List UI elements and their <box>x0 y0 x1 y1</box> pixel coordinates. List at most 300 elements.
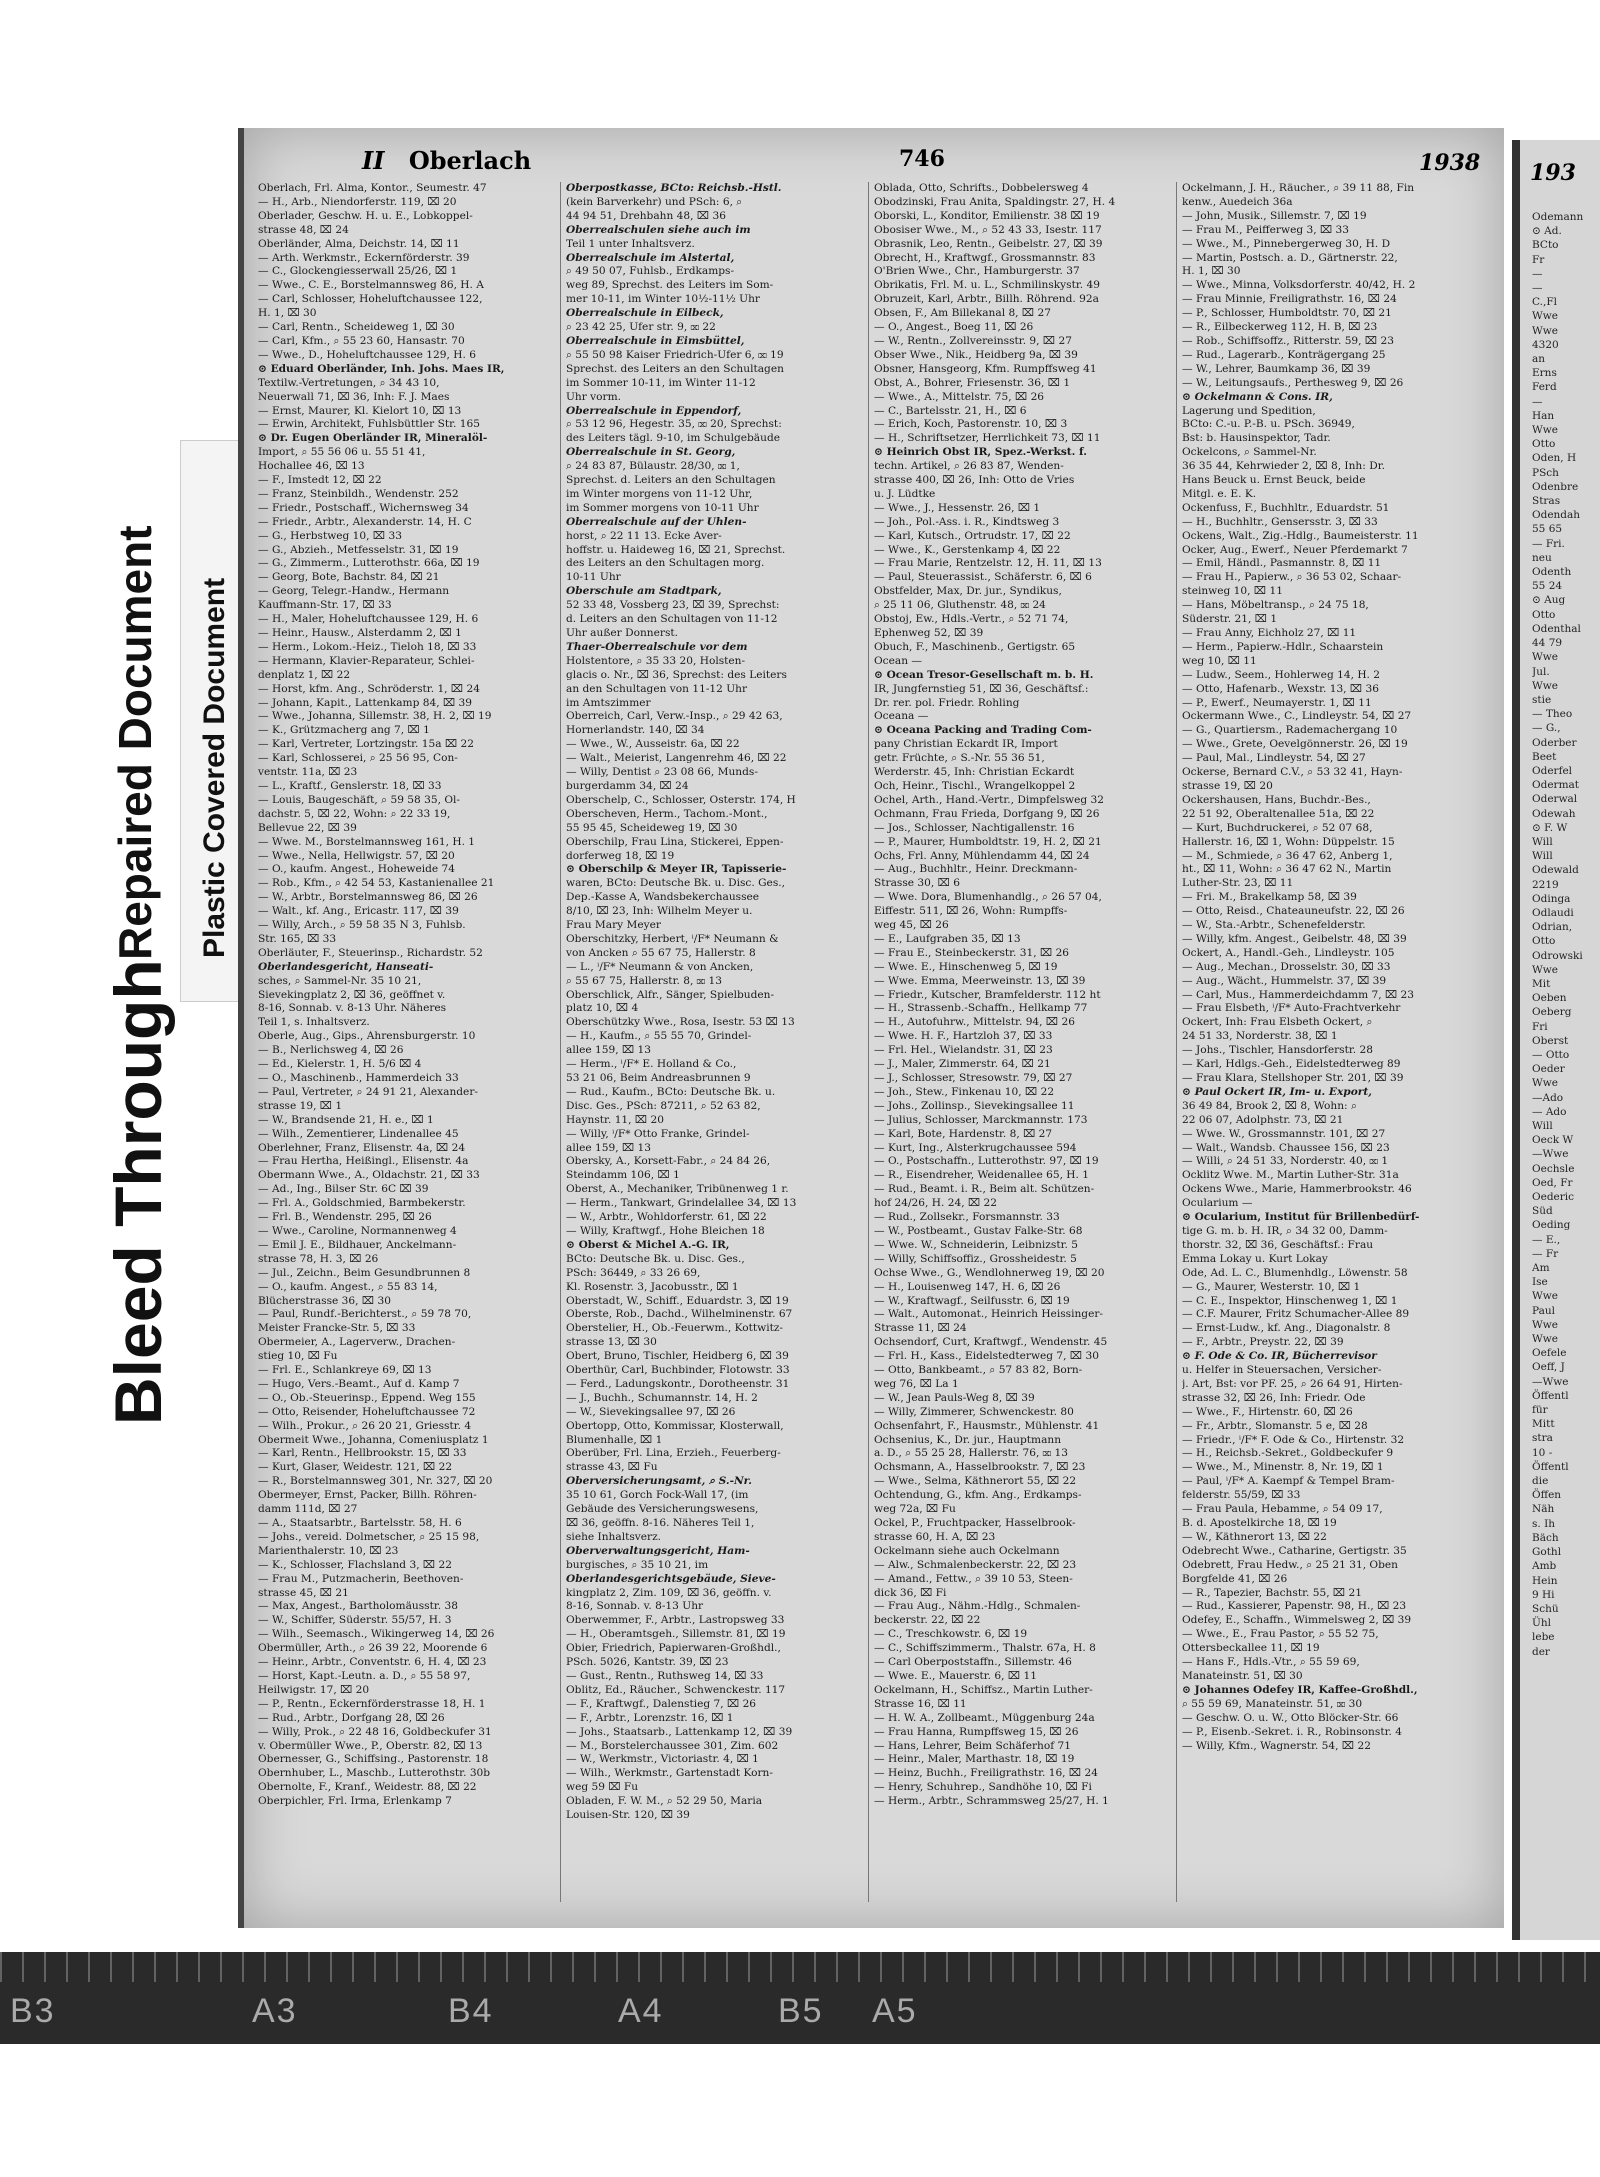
next-page-fragment: Otto <box>1532 935 1556 948</box>
directory-entry: Obermüller, Arth., ⌕ 26 39 22, Moorende 6 <box>258 1642 488 1655</box>
directory-entry: BCto: C.-u. P.-B. u. PSch. 36949, <box>1182 418 1355 431</box>
directory-entry: — P., Rentn., Eckernförderstrasse 18, H. 1 <box>258 1697 486 1710</box>
directory-entry: — Henry, Schuhrep., Sandhöhe 10, ⌧ Fi <box>874 1781 1092 1794</box>
directory-entry: ⊙ F. Ode & Co. IR, Bücherrevisor <box>1182 1350 1377 1363</box>
directory-entry: — Paul, Steuerassist., Schäferstr. 6, ⌧ 6 <box>874 571 1092 584</box>
directory-entry: — Frau M., Peifferweg 3, ⌧ 33 <box>1182 223 1350 236</box>
directory-entry: ⊙ Paul Ockert IR, Im- u. Export, <box>1182 1085 1372 1098</box>
directory-entry: dorferweg 18, ⌧ 19 <box>566 849 675 862</box>
directory-entry: ⊙ Ocean Tresor-Gesellschaft m. b. H. <box>874 668 1094 681</box>
directory-entry: — W., Kraftwagf., Seilfusstr. 6, ⌧ 19 <box>874 1294 1070 1307</box>
directory-entry: — F., Kraftwgf., Dalenstieg 7, ⌧ 26 <box>566 1697 757 1710</box>
directory-entry: strasse 32, ⌧ 26, Inh: Friedr. Ode <box>1182 1391 1366 1404</box>
directory-entry: — Walt., Automonat., Heinrich Heissinger- <box>874 1308 1103 1321</box>
directory-entry: — G., Maurer, Westerstr. 10, ⌧ 1 <box>1182 1280 1361 1293</box>
directory-entry: Oberst, A., Mechaniker, Tribünenweg 1 r. <box>566 1183 789 1196</box>
next-page-fragment: Oeck W <box>1532 1134 1574 1147</box>
directory-entry: — Paul, ⁱ/F* A. Kaempf & Tempel Bram- <box>1182 1475 1395 1488</box>
next-page-fragment: Ise <box>1532 1276 1548 1289</box>
directory-entry: — Frau Elsbeth, ⁱ/F* Auto-Frachtverkehr <box>1182 1002 1401 1015</box>
directory-entry: im Sommer morgens von 10-11 Uhr <box>566 501 759 514</box>
directory-entry: — K., Schlosser, Flachsland 3, ⌧ 22 <box>258 1558 452 1571</box>
entries-column-4 <box>1182 182 1478 1902</box>
directory-entry: — G., Abzieh., Metfesselstr. 31, ⌧ 19 <box>258 543 459 556</box>
next-page-fragment: Jul. <box>1532 665 1550 678</box>
directory-entry: — Wwe., A., Mittelstr. 75, ⌧ 26 <box>874 390 1045 403</box>
directory-entry: — Wwe., Caroline, Normannenweg 4 <box>258 1224 457 1237</box>
directory-entry: Oberthür, Carl, Buchbinder, Flotowstr. 33 <box>566 1364 790 1377</box>
directory-entry: Ockelmann siehe auch Ockelmann <box>874 1544 1060 1557</box>
directory-entry: — Wwe. Emma, Meerweinstr. 13, ⌧ 39 <box>874 974 1086 987</box>
next-page-fragment: Odenth <box>1532 566 1572 579</box>
directory-entry: — Otto, Hafenarb., Wexstr. 13, ⌧ 36 <box>1182 682 1379 695</box>
directory-entry: — Willi, ⌕ 24 51 33, Norderstr. 40, ⌧ 1 <box>1182 1155 1389 1168</box>
directory-entry: Oceana — <box>874 710 929 723</box>
directory-entry: — Ernst, Maurer, Kl. Kielort 10, ⌧ 13 <box>258 404 462 417</box>
directory-entry: — Jos., Schlosser, Nachtigallenstr. 16 <box>874 821 1075 834</box>
directory-entry: Ochsenfahrt, F., Hausmstr., Mühlenstr. 41 <box>874 1419 1100 1432</box>
directory-entry: — Willy, Zimmerer, Schwenckestr. 80 <box>874 1405 1074 1418</box>
next-page-fragment: — Ado <box>1532 1105 1567 1118</box>
directory-entry: Kauffmann-Str. 17, ⌧ 33 <box>258 599 392 612</box>
directory-entry: Obosiser Wwe., M., ⌕ 52 43 33, Isestr. 117 <box>874 223 1102 236</box>
next-page-fragment: BCto <box>1532 239 1559 252</box>
next-page-fragment: Odenbre <box>1532 480 1579 493</box>
directory-entry: Oberrealschule in Eilbeck, <box>566 307 724 320</box>
directory-entry: denplatz 1, ⌧ 22 <box>258 668 351 681</box>
directory-entry: — Wwe., Nella, Hellwigstr. 57, ⌧ 20 <box>258 849 455 862</box>
next-page-fragment: Näh <box>1532 1503 1555 1516</box>
directory-entry: — Aug., Buchhltr., Heinr. Dreckmann- <box>874 863 1078 876</box>
directory-entry: — Otto, Reisender, Hoheluftchaussee 72 <box>258 1405 476 1418</box>
directory-entry: Sprechst. d. Leiters an den Schultagen <box>566 474 776 487</box>
directory-entry: strasse 19, ⌧ 20 <box>1182 779 1273 792</box>
directory-entry: Och, Heinr., Tischl., Wrangelkoppel 2 <box>874 779 1076 792</box>
directory-entry: 8/10, ⌧ 23, Inh: Wilhelm Meyer u. <box>566 905 753 918</box>
directory-entry: — Wwe. M., Borstelmannsweg 161, H. 1 <box>258 835 476 848</box>
directory-entry: Ockelmann, J. H., Räucher., ⌕ 39 11 88, Fin <box>1182 182 1415 194</box>
directory-entry: — Aug., Mechan., Drosselstr. 30, ⌧ 33 <box>1182 960 1391 973</box>
directory-entry: Obuch, F., Maschinenb., Gertigstr. 65 <box>874 640 1076 653</box>
directory-entry: 8-16, Sonnab. v. 8-13 Uhr <box>566 1600 704 1613</box>
directory-entry: — Willy, ⁱ/F* Otto Franke, Grindel- <box>566 1127 750 1140</box>
directory-entry: — H., Louisenweg 147, H. 6, ⌧ 26 <box>874 1280 1061 1293</box>
directory-entry: — Rud., Zollsekr., Forsmannstr. 33 <box>874 1211 1060 1224</box>
directory-entry: — Heinr., Hausw., Alsterdamm 2, ⌧ 1 <box>258 627 462 639</box>
directory-entry: — Fri. M., Brakelkamp 58, ⌧ 39 <box>1182 891 1357 904</box>
next-page-fragment: Oeder <box>1532 1063 1565 1076</box>
directory-entry: Ockermann Wwe., C., Lindleystr. 54, ⌧ 27 <box>1182 710 1412 723</box>
next-page-fragment: 2219 <box>1532 878 1559 891</box>
directory-entry: ht., ⌧ 11, Wohn: ⌕ 36 47 62 N., Martin <box>1182 863 1392 876</box>
directory-entry: beckerstr. 22, ⌧ 22 <box>874 1614 981 1627</box>
directory-entry: getr. Früchte, ⌕ S.-Nr. 55 36 51, <box>874 752 1045 765</box>
directory-entry: Obermeyer, Ernst, Packer, Billh. Röhren- <box>258 1489 477 1502</box>
next-page-fragment: Wwe <box>1532 424 1558 437</box>
directory-entry: Haynstr. 11, ⌧ 20 <box>566 1113 664 1126</box>
directory-entry: Oberle, Aug., Gips., Ahrensburgerstr. 10 <box>258 1030 476 1043</box>
directory-entry: — H., Kaufm., ⌕ 55 55 70, Grindel- <box>566 1030 752 1043</box>
directory-entry: Hallerstr. 16, ⌧ 1, Wohn: Düppelstr. 15 <box>1182 835 1395 848</box>
directory-entry: — Frau E., Steinbeckerstr. 31, ⌧ 26 <box>874 946 1070 959</box>
repaired-document-label: Repaired Document <box>109 525 161 960</box>
directory-entry: Odebrecht Wwe., Catharine, Gertigstr. 35 <box>1182 1544 1407 1557</box>
directory-entry: — Rud., Kassierer, Papenstr. 98, H., ⌧ 23 <box>1182 1600 1407 1613</box>
directory-entry: — G., Herbstweg 10, ⌧ 33 <box>258 529 402 542</box>
directory-entry: mer 10-11, im Winter 10½-11½ Uhr <box>566 293 760 306</box>
next-page-fragment: Am <box>1532 1262 1550 1275</box>
directory-entry: Ochsmann, A., Hasselbrookstr. 7, ⌧ 23 <box>874 1461 1086 1474</box>
directory-entry: — O., kaufm. Angest., Hoheweide 74 <box>258 863 456 876</box>
next-page-fragment: Oed, Fr <box>1532 1176 1573 1189</box>
directory-entry: — Martin, Postsch. a. D., Gärtnerstr. 22, <box>1182 251 1398 264</box>
directory-entry: Thaer-Oberrealschule vor dem <box>566 640 748 653</box>
directory-entry: Oberschule am Stadtpark, <box>566 585 722 598</box>
next-page-fragment: Oeben <box>1532 992 1567 1005</box>
directory-entry: — Willy, Prok., ⌕ 22 48 16, Goldbeckufer 31 <box>258 1725 492 1738</box>
next-page-fragment: 55 65 <box>1532 523 1563 536</box>
directory-entry: Neuerwall 71, ⌧ 36, Inh: F. J. Maes <box>258 390 450 403</box>
next-page-fragment: Oeff, J <box>1532 1361 1565 1374</box>
directory-entry: — Frau Aug., Nähm.-Hdlg., Schmalen- <box>874 1600 1081 1613</box>
directory-entry: — H., Arb., Niendorferstr. 119, ⌧ 20 <box>258 195 457 208</box>
directory-entry: — Friedr., ⁱ/F* F. Ode & Co., Hirtenstr. 32 <box>1182 1433 1405 1446</box>
directory-entry: — P., Maurer, Humboldtstr. 19, H. 2, ⌧ 21 <box>874 835 1102 848</box>
directory-entry: — L., Kraftf., Genslerstr. 18, ⌧ 33 <box>258 779 442 792</box>
directory-entry: — Heinr., Maler, Marthastr. 18, ⌧ 19 <box>874 1753 1075 1766</box>
directory-entry: — Willy, Kfm., Wagnerstr. 54, ⌧ 22 <box>1182 1739 1371 1752</box>
directory-entry: waren, BCto: Deutsche Bk. u. Disc. Ges., <box>566 877 785 890</box>
directory-entry: Sprechst. des Leiters an den Schultagen <box>566 362 784 375</box>
directory-entry: — H., Autofuhrw., Mittelstr. 94, ⌧ 26 <box>874 1016 1075 1029</box>
next-page-fragment: stie <box>1532 693 1552 706</box>
directory-entry: PSch: 36449, ⌕ 33 26 69, <box>566 1266 701 1279</box>
next-page-fragment: Oden, H <box>1532 452 1577 465</box>
directory-entry: — Julius, Schlosser, Marckmannstr. 173 <box>874 1113 1088 1126</box>
directory-entry: allee 159, ⌧ 13 <box>566 1044 652 1057</box>
directory-entry: — W., Werkmstr., Victoriastr. 4, ⌧ 1 <box>566 1753 759 1766</box>
directory-entry: Bst: b. Hausinspektor, Tadr. <box>1182 432 1331 445</box>
next-page-fragment: — Otto <box>1532 1048 1570 1061</box>
next-page-fragment: Hein <box>1532 1574 1558 1587</box>
directory-entry: Oberrealschulen siehe auch im <box>566 223 751 236</box>
directory-entry: — Otto, Bankbeamt., ⌕ 57 83 82, Born- <box>874 1364 1083 1377</box>
directory-entry: — C. E., Inspektor, Hinschenweg 1, ⌧ 1 <box>1182 1294 1398 1307</box>
directory-entry: — W., Arbtr., Borstelmannsweg 86, ⌧ 26 <box>258 891 478 904</box>
directory-entry: Ockens, Walt., Zig.-Hdlg., Baumeisterstr. 11 <box>1182 529 1419 542</box>
directory-entry: — H., Oberamtsgeh., Sillemstr. 81, ⌧ 19 <box>566 1628 786 1641</box>
next-page-fragment: Beet <box>1532 750 1557 763</box>
directory-entry: ⌕ 23 42 25, Ufer str. 9, ⌧ 22 <box>566 321 716 334</box>
directory-entry: — G., Quartiersm., Rademachergang 10 <box>1182 724 1398 737</box>
next-page-fragment: die <box>1532 1475 1549 1488</box>
directory-entry: u. J. Lüdtke <box>874 487 936 500</box>
next-page-fragment: Wwe <box>1532 651 1558 664</box>
directory-entry: im Winter morgens von 11-12 Uhr, <box>566 487 753 500</box>
directory-entry: — Walt., Meierist, Langenrehm 46, ⌧ 22 <box>566 752 787 765</box>
directory-entry: — Johs., Tischler, Hansdorferstr. 28 <box>1182 1044 1373 1057</box>
directory-entry: Oberlehner, Franz, Elisenstr. 4a, ⌧ 24 <box>258 1141 466 1154</box>
directory-entry: — Willy, Arch., ⌕ 59 58 35 N 3, Fuhlsb. <box>258 919 466 932</box>
directory-entry: — Erich, Koch, Pastorenstr. 10, ⌧ 3 <box>874 418 1068 431</box>
directory-entry: — Rud., Beamt. i. R., Beim alt. Schützen- <box>874 1183 1095 1196</box>
directory-entry: — Wwe. W., Grossmannstr. 101, ⌧ 27 <box>1182 1127 1386 1140</box>
next-page-fragment: Paul <box>1532 1304 1555 1317</box>
directory-entry: Hornerlandstr. 140, ⌧ 34 <box>566 724 705 737</box>
directory-entry: — G., Zimmerm., Lutterothstr. 66a, ⌧ 19 <box>258 557 480 570</box>
directory-entry: Ocker, Aug., Ewerf., Neuer Pferdemarkt 7 <box>1182 543 1408 556</box>
directory-entry: im Amtszimmer <box>566 696 651 709</box>
directory-entry: Obsen, F., Am Billekanal 8, ⌧ 27 <box>874 307 1051 320</box>
directory-entry: — C., Glockengiesserwall 25/26, ⌧ 1 <box>258 265 458 278</box>
next-page-fragment: Oderfel <box>1532 764 1573 777</box>
directory-entry: — C., Treschkowstr. 6, ⌧ 19 <box>874 1628 1028 1641</box>
directory-entry: Ockelcons, ⌕ Sammel-Nr. <box>1182 446 1317 459</box>
directory-entry: — Ad., Ing., Bilser Str. 6C ⌧ 39 <box>258 1183 429 1196</box>
next-page-fragment: Odrowski <box>1532 949 1583 962</box>
next-page-fragment: Odermat <box>1532 779 1579 792</box>
next-page-fragment: Odewah <box>1532 807 1576 820</box>
directory-entry: — Rud., Arbtr., Dorfgang 28, ⌧ 26 <box>258 1711 445 1724</box>
directory-entry: O'Brien Wwe., Chr., Hamburgerstr. 37 <box>874 265 1080 278</box>
directory-entry: burgisches, ⌕ 35 10 21, im <box>566 1558 709 1571</box>
directory-entry: 53 21 06, Beim Andreasbrunnen 9 <box>566 1072 751 1084</box>
directory-entry: — Karl, Rentn., Hellbrookstr. 15, ⌧ 33 <box>258 1447 467 1460</box>
next-page-fragment: Wwe <box>1532 1333 1558 1346</box>
next-page-fragment: —Ado <box>1532 1091 1564 1104</box>
directory-entry: — P., Ewerf., Neumayerstr. 1, ⌧ 11 <box>1182 696 1372 709</box>
directory-entry: — W., Jean Pauls-Weg 8, ⌧ 39 <box>874 1391 1035 1404</box>
directory-entry: — W., Leitungsaufs., Perthesweg 9, ⌧ 26 <box>1182 376 1404 389</box>
directory-entry: — Wwe. W., Schneiderin, Leibnizstr. 5 <box>874 1238 1078 1251</box>
directory-entry: d. Leiters an den Schultagen von 11-12 <box>566 613 778 626</box>
directory-entry: — Wwe. H. F., Hartzloh 37, ⌧ 33 <box>874 1030 1053 1043</box>
directory-entry: 24 51 33, Norderstr. 38, ⌧ 1 <box>1182 1030 1338 1043</box>
next-page-edge <box>1512 140 1600 1940</box>
directory-entry: Blumenhalle, ⌧ 1 <box>566 1433 663 1446</box>
ruler-label: A4 <box>618 1992 664 2030</box>
directory-entry: Obsner, Hansgeorg, Kfm. Rumpffsweg 41 <box>874 362 1097 375</box>
next-page-fragment: Öffen <box>1532 1489 1562 1502</box>
directory-entry: — John, Musik., Sillemstr. 7, ⌧ 19 <box>1182 209 1367 222</box>
directory-entry: — Frl. H., Kass., Eidelstedterweg 7, ⌧ 30 <box>874 1350 1099 1363</box>
directory-entry: — Wwe., J., Hessenstr. 26, ⌧ 1 <box>874 501 1041 514</box>
next-page-fragment: s. Ih <box>1532 1517 1555 1530</box>
directory-entry: — Frau Hanna, Rumpffsweg 15, ⌧ 26 <box>874 1725 1079 1738</box>
next-page-fragment: ⊙ Ad. <box>1532 225 1562 238</box>
header-surname: Oberlach <box>408 146 532 175</box>
directory-entry: Str. 165, ⌧ 33 <box>258 932 337 945</box>
directory-entry: — Rud., Kaufm., BCto: Deutsche Bk. u. <box>566 1085 776 1098</box>
directory-entry: Oberpostkasse, BCto: Reichsb.-Hstl. <box>566 182 782 194</box>
directory-entry: — A., Staatsarbtr., Bartelsstr. 58, H. 6 <box>258 1517 462 1529</box>
directory-entry: Obernesser, G., Schiffsing., Pastorenstr. 18 <box>258 1753 489 1766</box>
directory-entry: kingplatz 2, Zim. 109, ⌧ 36, geöffn. v. <box>566 1586 772 1599</box>
directory-entry: Obermeit Wwe., Johanna, Comeniusplatz 1 <box>258 1433 489 1446</box>
directory-entry: — W., Lehrer, Baumkamp 36, ⌧ 39 <box>1182 362 1371 375</box>
directory-entry: — Frau Minnie, Freiligrathstr. 16, ⌧ 24 <box>1182 293 1397 306</box>
directory-entry: Oborski, L., Konditor, Emilienstr. 38 ⌧ 19 <box>874 209 1100 222</box>
directory-entry: Oberrealschule in Eppendorf, <box>566 404 742 417</box>
directory-entry: Oberwemmer, F., Arbtr., Lastropsweg 33 <box>566 1614 785 1627</box>
directory-entry: dick 36, ⌧ Fi <box>874 1586 947 1599</box>
directory-entry: — Friedr., Kutscher, Bramfelderstr. 112 ht <box>874 988 1101 1001</box>
directory-entry: Oberstelier, H., Ob.-Feuerwm., Kottwitz- <box>566 1322 784 1335</box>
ruler-ticks <box>0 1952 1600 1982</box>
directory-entry: weg 89, Sprechst. des Leiters im Som- <box>566 279 774 292</box>
directory-entry: PSch. 5026, Kantstr. 39, ⌧ 23 <box>566 1656 729 1669</box>
directory-entry: — Willy, Schiffsoffiz., Grossheidestr. 5 <box>874 1252 1077 1265</box>
ruler-label: B3 <box>10 1992 56 2030</box>
next-page-fragment: Oefele <box>1532 1347 1567 1360</box>
directory-entry: — Wilh., Zementierer, Lindenallee 45 <box>258 1127 459 1140</box>
next-page-fragment: Stras <box>1532 495 1561 508</box>
directory-entry: — R., Borstelmannsweg 301, Nr. 327, ⌧ 20 <box>258 1475 493 1488</box>
column-divider <box>868 182 869 1902</box>
directory-entry: — P., Schlosser, Humboldtstr. 70, ⌧ 21 <box>1182 307 1392 320</box>
directory-entry: — Paul, Mal., Lindleystr. 54, ⌧ 27 <box>1182 752 1366 765</box>
directory-entry: — Wwe., M., Pinnebergerweg 30, H. D <box>1182 237 1391 250</box>
directory-entry: — Kurt, Glaser, Weidestr. 121, ⌧ 22 <box>258 1461 453 1474</box>
directory-entry: 44 94 51, Drehbahn 48, ⌧ 36 <box>566 209 726 222</box>
directory-entry: — Emil, Händl., Pasmannstr. 8, ⌧ 11 <box>1182 557 1382 570</box>
next-page-fragment: 44 79 <box>1532 637 1563 650</box>
directory-entry: — F., Arbtr., Preystr. 22, ⌧ 39 <box>1182 1336 1344 1349</box>
directory-entry: — O., Angest., Boeg 11, ⌧ 26 <box>874 321 1034 334</box>
directory-entry: — Ludw., Seem., Hohlerweg 14, H. 2 <box>1182 668 1381 681</box>
directory-entry: H. 1, ⌧ 30 <box>1182 265 1241 278</box>
directory-entry: ventstr. 11a, ⌧ 23 <box>258 766 358 779</box>
directory-entry: — W., Sta.-Arbtr., Schenefelderstr. <box>1182 919 1366 932</box>
directory-entry: Hans Beuck u. Ernst Beuck, beide <box>1182 474 1366 487</box>
directory-entry: — E., Laufgraben 35, ⌧ 13 <box>874 932 1021 945</box>
next-page-fragment: Fr <box>1532 253 1545 266</box>
next-page-fragment: Wwe <box>1532 324 1558 337</box>
directory-entry: — Wilh., Seemasch., Wikingerweg 14, ⌧ 26 <box>258 1628 495 1641</box>
directory-entry: — Georg, Telegr.-Handw., Hermann <box>258 585 450 598</box>
directory-entry: ⊙ Eduard Oberländer, Inh. Johs. Maes IR, <box>258 362 505 375</box>
directory-entry: — Karl, Hdlgs.-Geh., Eidelstedterweg 89 <box>1182 1058 1401 1071</box>
directory-entry: weg 76, ⌧ La 1 <box>874 1377 959 1390</box>
directory-entry: — Heinr., Arbtr., Conventstr. 6, H. 4, ⌧ 23 <box>258 1656 487 1669</box>
directory-entry: BCto: Deutsche Bk. u. Disc. Ges., <box>566 1252 745 1265</box>
next-page-fragment: — E., <box>1532 1233 1561 1246</box>
next-page-fragment: Otto <box>1532 438 1556 451</box>
directory-entry: — J., Schlosser, Stresowstr. 79, ⌧ 27 <box>874 1072 1073 1084</box>
directory-entry: Oblitz, Ed., Räucher., Schwenckestr. 117 <box>566 1683 786 1696</box>
next-page-fragment: der <box>1532 1645 1550 1658</box>
next-page-fragment: Süd <box>1532 1205 1553 1218</box>
directory-entry: Ockershausen, Hans, Buchdr.-Bes., <box>1182 793 1371 806</box>
directory-entry: Obrasnik, Leo, Rentn., Geibelstr. 27, ⌧ 39 <box>874 237 1103 250</box>
directory-entry: Ockens Wwe., Marie, Hammerbrookstr. 46 <box>1182 1183 1412 1196</box>
directory-entry: — M., Schmiede, ⌕ 36 47 62, Anberg 1, <box>1182 849 1393 862</box>
directory-entry: Oberpichler, Frl. Irma, Erlenkamp 7 <box>258 1795 452 1808</box>
directory-entry: weg 10, ⌧ 11 <box>1182 654 1257 667</box>
directory-entry: Obstoj, Ew., Hdls.-Vertr., ⌕ 52 71 74, <box>874 613 1069 626</box>
directory-entry: ⌧ 36, geöffn. 8-16. Näheres Teil 1, <box>566 1517 755 1529</box>
bleed-through-label: Bleed Through <box>101 959 175 1425</box>
directory-entry: im Sommer 10-11, im Winter 11-12 <box>566 376 756 389</box>
directory-entry: Obermann Wwe., A., Oldachstr. 21, ⌧ 33 <box>258 1169 480 1182</box>
directory-entry: Ockerse, Bernard C.V., ⌕ 53 32 41, Hayn- <box>1182 766 1403 779</box>
directory-entry: Oberschelp, C., Schlosser, Osterstr. 174, H <box>566 793 796 806</box>
directory-entry: — Herm., Arbtr., Schrammsweg 25/27, H. 1 <box>874 1795 1109 1808</box>
directory-entry: — C.F. Maurer, Fritz Schumacher-Allee 89 <box>1182 1308 1410 1321</box>
directory-entry: — Herm., ⁱ/F* E. Holland & Co., <box>566 1058 737 1071</box>
volume-numeral: II <box>362 146 385 175</box>
next-page-fragment: Erns <box>1532 367 1557 380</box>
directory-entry: — W., Sievekingsallee 97, ⌧ 26 <box>566 1405 736 1418</box>
directory-entry: strasse 13, ⌧ 30 <box>566 1336 657 1349</box>
directory-entry: ⌕ 25 11 06, Gluthenstr. 48, ⌧ 24 <box>874 599 1046 612</box>
directory-entry: — O., kaufm. Angest., ⌕ 55 83 14, <box>258 1280 438 1293</box>
directory-entry: 55 95 45, Scheideweg 19, ⌧ 30 <box>566 821 738 834</box>
directory-entry: Oberlandesgericht, Hanseati- <box>258 960 434 973</box>
directory-entry: 36 49 84, Brook 2, ⌧ 8, Wohn: ⌕ <box>1182 1099 1357 1112</box>
directory-entry: dachstr. 5, ⌧ 22, Wohn: ⌕ 22 33 19, <box>258 807 451 820</box>
directory-entry: — Ferd., Ladungskontr., Dorotheenstr. 31 <box>566 1377 790 1390</box>
directory-entry: — Frau Marie, Rentzelstr. 12, H. 11, ⌧ 13 <box>874 557 1102 570</box>
directory-entry: tige G. m. b. H. IR, ⌕ 34 32 00, Damm- <box>1182 1224 1388 1237</box>
directory-entry: kenw., Auedeich 36a <box>1182 195 1293 208</box>
directory-entry: ⊙ Ockelmann & Cons. IR, <box>1182 390 1333 403</box>
directory-entry: 10-11 Uhr <box>566 571 621 584</box>
directory-entry: Meister Francke-Str. 5, ⌧ 33 <box>258 1322 416 1335</box>
directory-entry: — C., Schiffszimmerm., Thalstr. 67a, H. 8 <box>874 1642 1096 1655</box>
directory-entry: — Johs., Zollinsp., Sievekingsallee 11 <box>874 1099 1075 1112</box>
directory-entry: Oberscheven, Herm., Tachom.-Mont., <box>566 807 768 820</box>
directory-entry: Heilwigstr. 17, ⌧ 20 <box>258 1683 370 1696</box>
directory-entry: strasse 400, ⌧ 26, Inh: Otto de Vries <box>874 474 1075 487</box>
directory-entry: — Johs., Staatsarb., Lattenkamp 12, ⌧ 39 <box>566 1725 793 1738</box>
directory-entry: Ottersbeckallee 11, ⌧ 19 <box>1182 1642 1320 1655</box>
directory-entry: — Franz, Steinbildh., Wendenstr. 252 <box>258 487 459 500</box>
directory-entry: Süderstr. 21, ⌧ 1 <box>1182 613 1278 626</box>
directory-entry: Obodzinski, Frau Anita, Spaldingstr. 27, H. 4 <box>874 195 1116 208</box>
next-page-fragment: Wwe <box>1532 1077 1558 1090</box>
next-page-fragment: Öffentl <box>1532 1460 1569 1473</box>
directory-entry: Ocean — <box>874 654 922 667</box>
directory-entry: Ockelmann, H., Schiffsz., Martin Luther- <box>874 1683 1093 1696</box>
entries-column-3 <box>874 182 1170 1902</box>
directory-entry: Oberüber, Frl. Lina, Erzieh., Feuerberg- <box>566 1447 781 1460</box>
directory-entry: Teil 1 unter Inhaltsverz. <box>566 237 695 250</box>
directory-entry: ⌕ 24 83 87, Bülaustr. 28/30, ⌧ 1, <box>566 460 740 473</box>
next-page-fragment: neu <box>1532 551 1552 564</box>
directory-entry: — Fr., Arbtr., Slomanstr. 5 e, ⌧ 28 <box>1182 1419 1368 1432</box>
directory-entry: Ochsenius, K., Dr. jur., Hauptmann <box>874 1433 1062 1446</box>
directory-entry: — Friedr., Arbtr., Alexanderstr. 14, H. C <box>258 515 472 528</box>
directory-entry: — Friedr., Postschaff., Wichernsweg 34 <box>258 501 469 514</box>
directory-entry: Obernhuber, L., Maschb., Lutterothstr. 30b <box>258 1767 491 1780</box>
directory-entry: — Joh., Pol.-Ass. i. R., Kindtsweg 3 <box>874 515 1060 528</box>
directory-entry: Odebrett, Frau Hedw., ⌕ 25 21 31, Oben <box>1182 1558 1398 1571</box>
directory-entry: strasse 19, ⌧ 1 <box>258 1099 343 1112</box>
directory-entry: — Carl, Schlosser, Hoheluftchaussee 122, <box>258 293 483 306</box>
next-page-fragment: für <box>1532 1404 1548 1417</box>
directory-entry: Uhr außer Donnerst. <box>566 627 679 639</box>
directory-entry: — Jul., Zeichn., Beim Gesundbrunnen 8 <box>258 1266 471 1279</box>
directory-entry: H. 1, ⌧ 30 <box>258 307 317 320</box>
directory-entry: — Herm., Papierw.-Hdlr., Schaarstein <box>1182 640 1384 653</box>
directory-entry: — H., Reichsb.-Sekret., Goldbeckufer 9 <box>1182 1447 1394 1460</box>
directory-entry: — R., Tapezier, Bachstr. 55, ⌧ 21 <box>1182 1586 1362 1599</box>
next-page-fragment: — G., <box>1532 722 1561 735</box>
header-year: 1938 <box>1419 150 1481 176</box>
next-page-fragment: Fri <box>1532 1020 1548 1033</box>
directory-entry: Luther-Str. 23, ⌧ 11 <box>1182 877 1294 890</box>
